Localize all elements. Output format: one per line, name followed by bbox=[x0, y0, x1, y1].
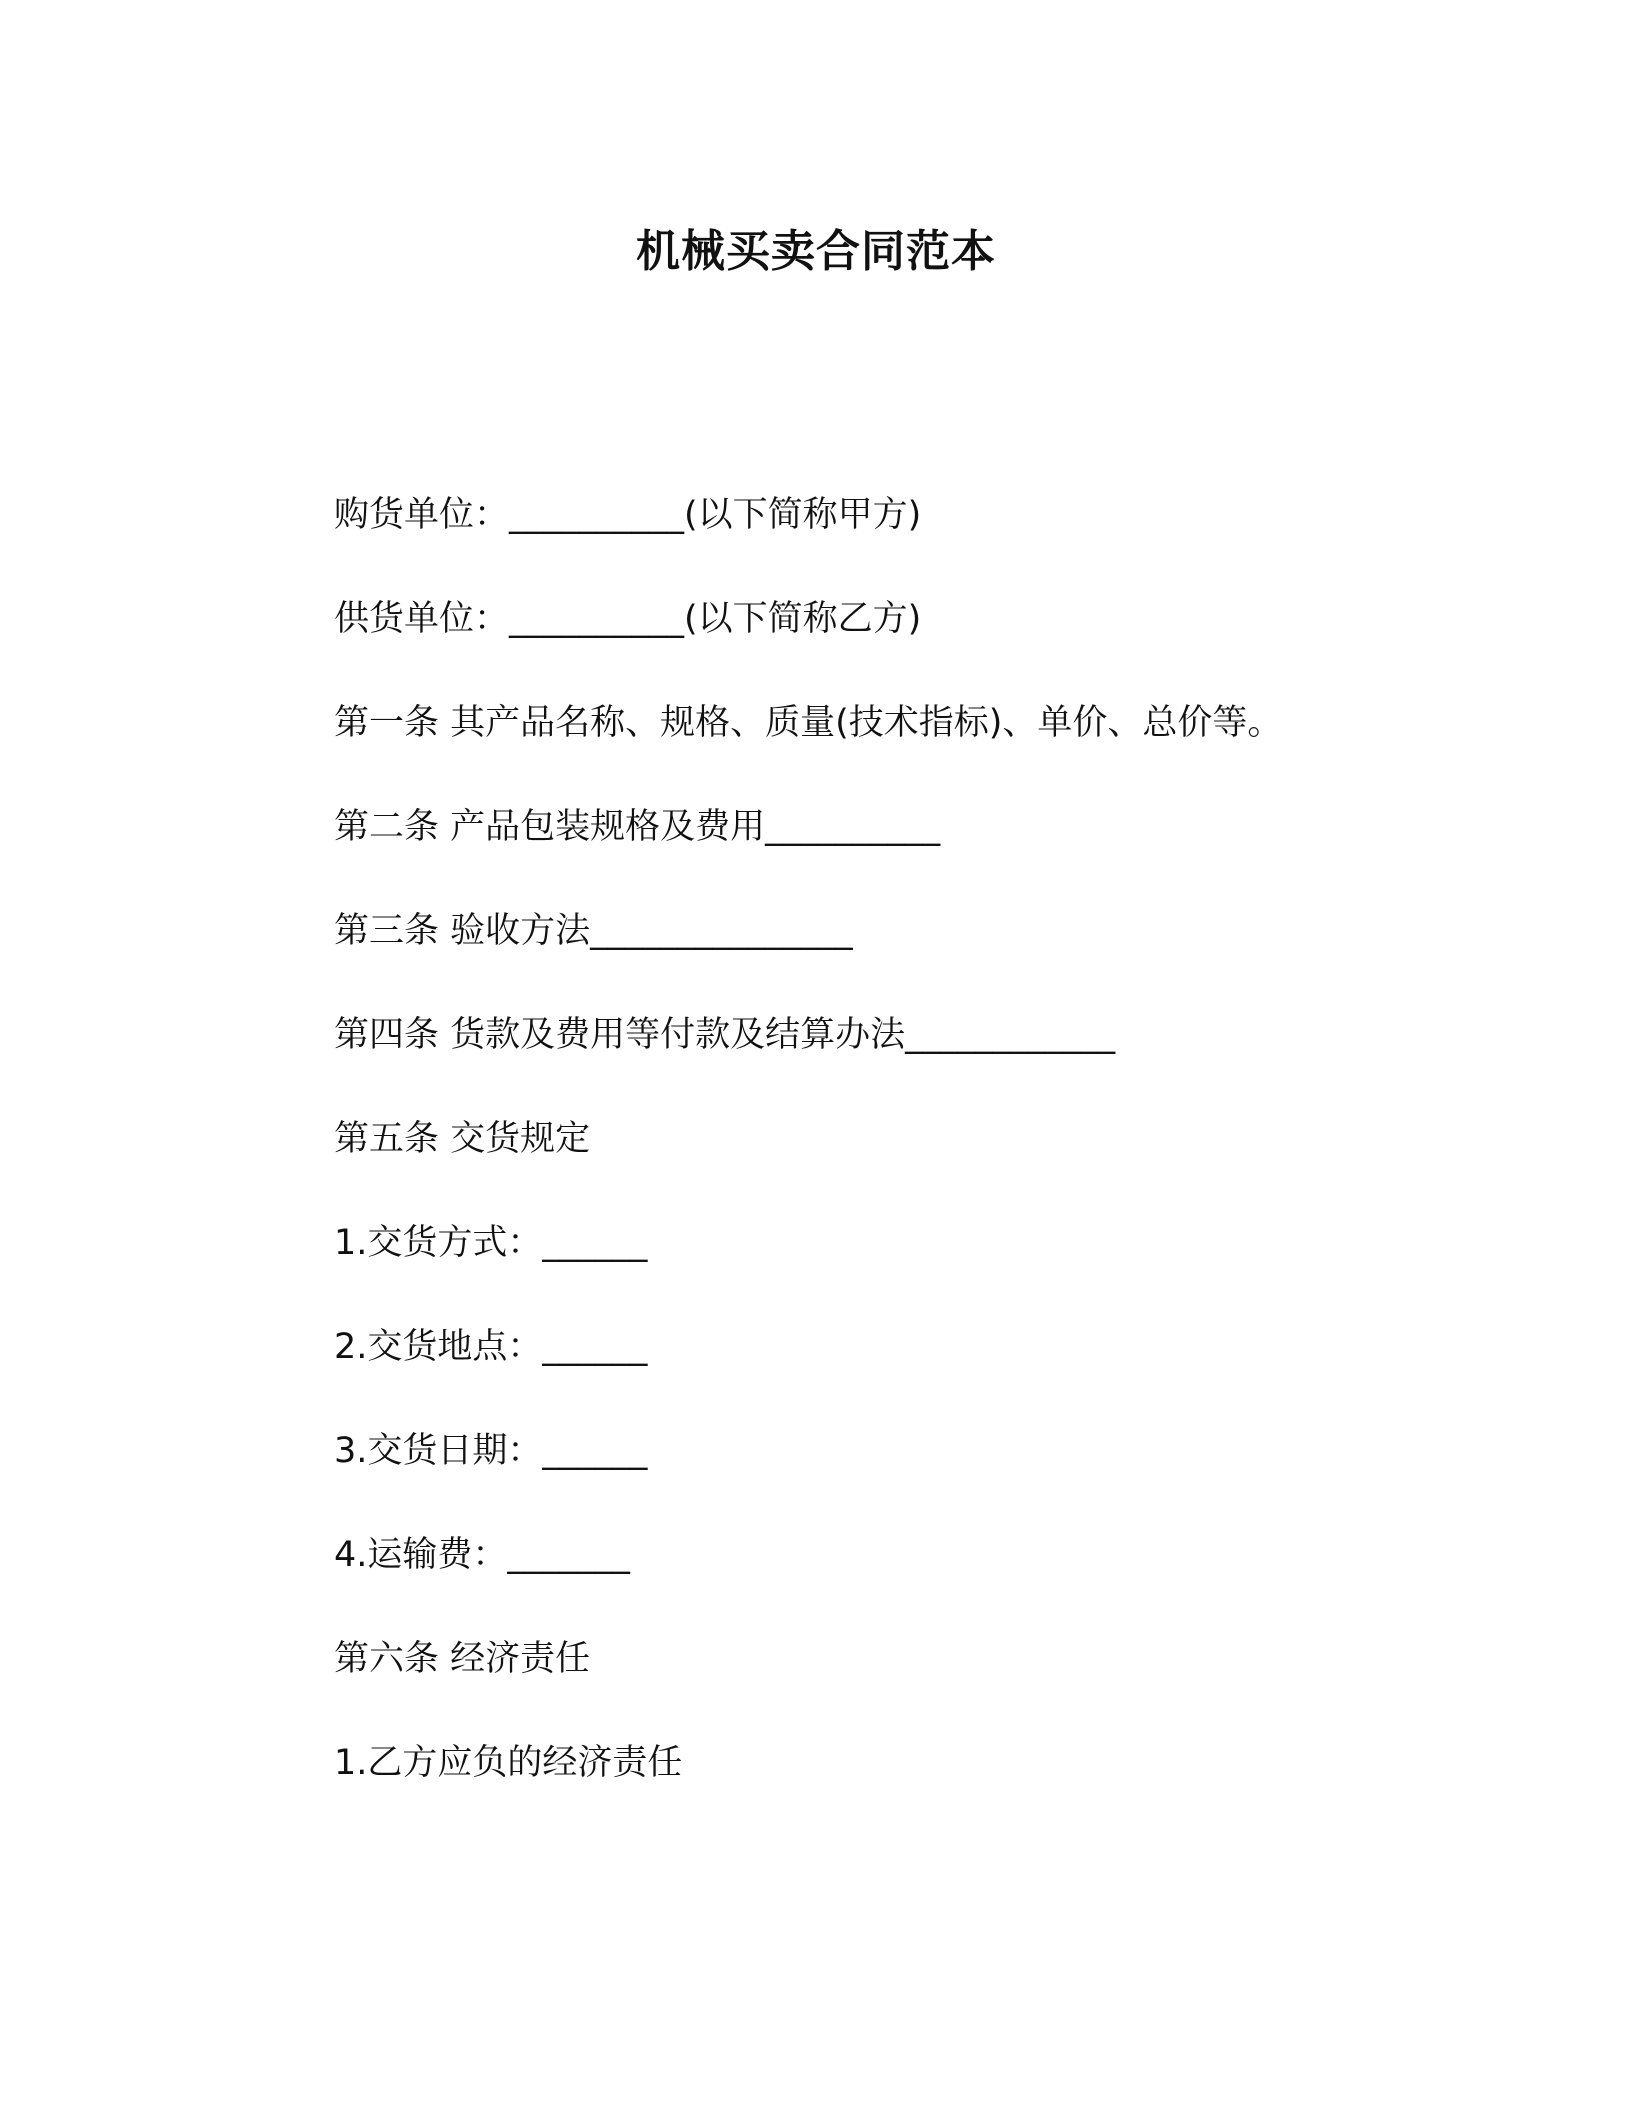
article-2: 第二条 产品包装规格及费用__________ bbox=[334, 807, 941, 847]
article-1: 第一条 其产品名称、规格、质量(技术指标)、单价、总价等。 bbox=[334, 703, 1283, 743]
document-body bbox=[334, 490, 1434, 1842]
document-title: 机械买卖合同范本 bbox=[636, 226, 996, 277]
seller-liability: 1.乙方应负的经济责任 bbox=[334, 1743, 683, 1783]
buyer-line: 购货单位：__________(以下简称甲方) bbox=[334, 495, 922, 535]
delivery-method: 1.交货方式：______ bbox=[334, 1223, 648, 1263]
supplier-line: 供货单位：__________(以下简称乙方) bbox=[334, 599, 922, 639]
article-4: 第四条 货款及费用等付款及结算办法____________ bbox=[334, 1015, 1116, 1055]
article-3: 第三条 验收方法_______________ bbox=[334, 911, 853, 951]
delivery-location: 2.交货地点：______ bbox=[334, 1327, 648, 1367]
delivery-date: 3.交货日期：______ bbox=[334, 1431, 648, 1471]
article-6: 第六条 经济责任 bbox=[334, 1639, 591, 1679]
transport-fee: 4.运输费：_______ bbox=[334, 1535, 630, 1575]
article-5: 第五条 交货规定 bbox=[334, 1119, 591, 1159]
